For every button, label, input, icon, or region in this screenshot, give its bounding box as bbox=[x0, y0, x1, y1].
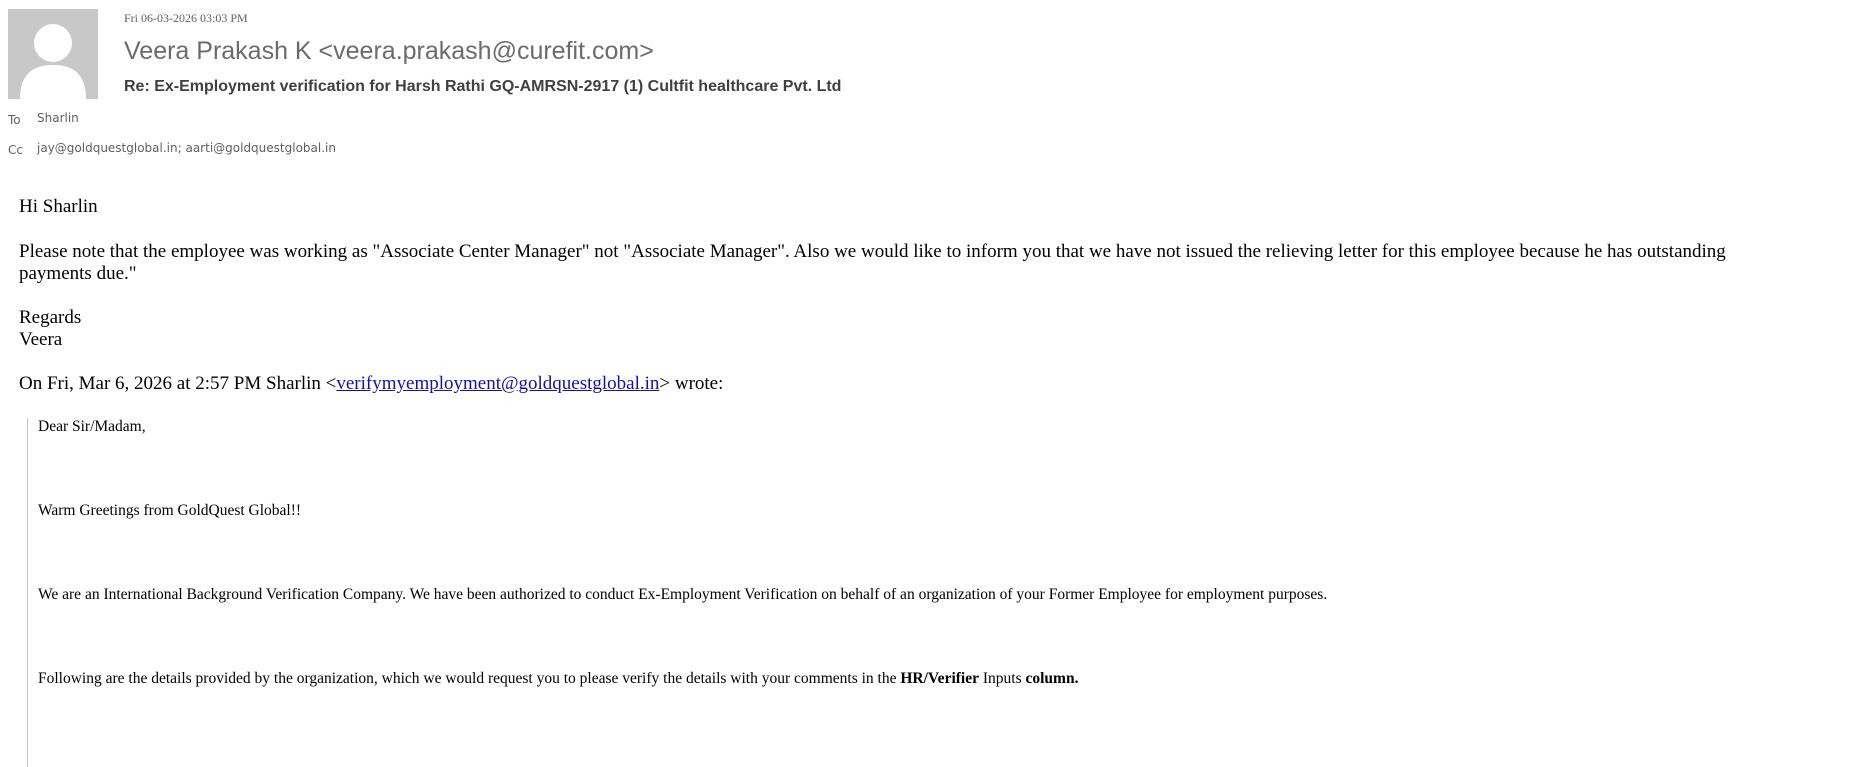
quote-intro bbox=[19, 373, 1857, 395]
message-subject: Re: Ex-Employment verification for Harsh Rathi GQ-AMRSN-2917 (1) Cultfit healthcare Pvt. Ltd bbox=[124, 78, 842, 95]
person-icon bbox=[8, 9, 98, 99]
to-recipient[interactable]: Sharlin bbox=[37, 111, 79, 125]
quoted-request-bold-column: column. bbox=[1025, 670, 1079, 687]
reply-greeting: Hi Sharlin bbox=[19, 196, 98, 217]
quoted-salutation: Dear Sir/Madam, bbox=[38, 418, 146, 435]
sender-name[interactable]: Veera Prakash K <veera.prakash@curefit.com> bbox=[124, 37, 654, 65]
cc-label: Cc bbox=[8, 143, 23, 157]
quoted-greeting: Warm Greetings from GoldQuest Global!! bbox=[38, 502, 302, 519]
reply-paragraph-line-1: Please note that the employee was working as "Associate Center Manager" not "Associate Manager". Also we would like to inform you that we have not issued the relieving letter for this employee because he has outstanding bbox=[19, 241, 1726, 262]
reply-signature: Veera bbox=[19, 329, 63, 350]
quoted-request-middle: Inputs bbox=[978, 670, 1026, 687]
reply-regards: Regards bbox=[19, 307, 82, 328]
quoted-request-prefix: Following are the details provided by the organization, which we would request you to please verify the details with your comments in the bbox=[38, 670, 901, 687]
reply-paragraph-line-2: payments due." bbox=[19, 263, 137, 284]
quote-intro-suffix: > wrote: bbox=[659, 373, 724, 394]
quoted-request bbox=[38, 670, 1078, 688]
cc-recipients[interactable]: jay@goldquestglobal.in; aarti@goldquestglobal.in bbox=[37, 141, 336, 155]
quoted-intro: We are an International Background Verification Company. We have been authorized to conduct Ex-Employment Verification on behalf of an organization of your Former Employee for employment purposes. bbox=[38, 586, 1328, 603]
quoted-request-bold-hr: HR/Verifier bbox=[900, 670, 979, 687]
message-date: Fri 06-03-2026 03:03 PM bbox=[124, 11, 248, 25]
quote-intro-prefix: On Fri, Mar 6, 2026 at 2:57 PM Sharlin < bbox=[19, 373, 337, 394]
sender-avatar bbox=[8, 9, 98, 99]
to-label: To bbox=[8, 113, 21, 127]
quote-divider bbox=[27, 418, 28, 767]
sender-email-link[interactable]: verifymyemployment@goldquestglobal.in bbox=[336, 373, 660, 394]
